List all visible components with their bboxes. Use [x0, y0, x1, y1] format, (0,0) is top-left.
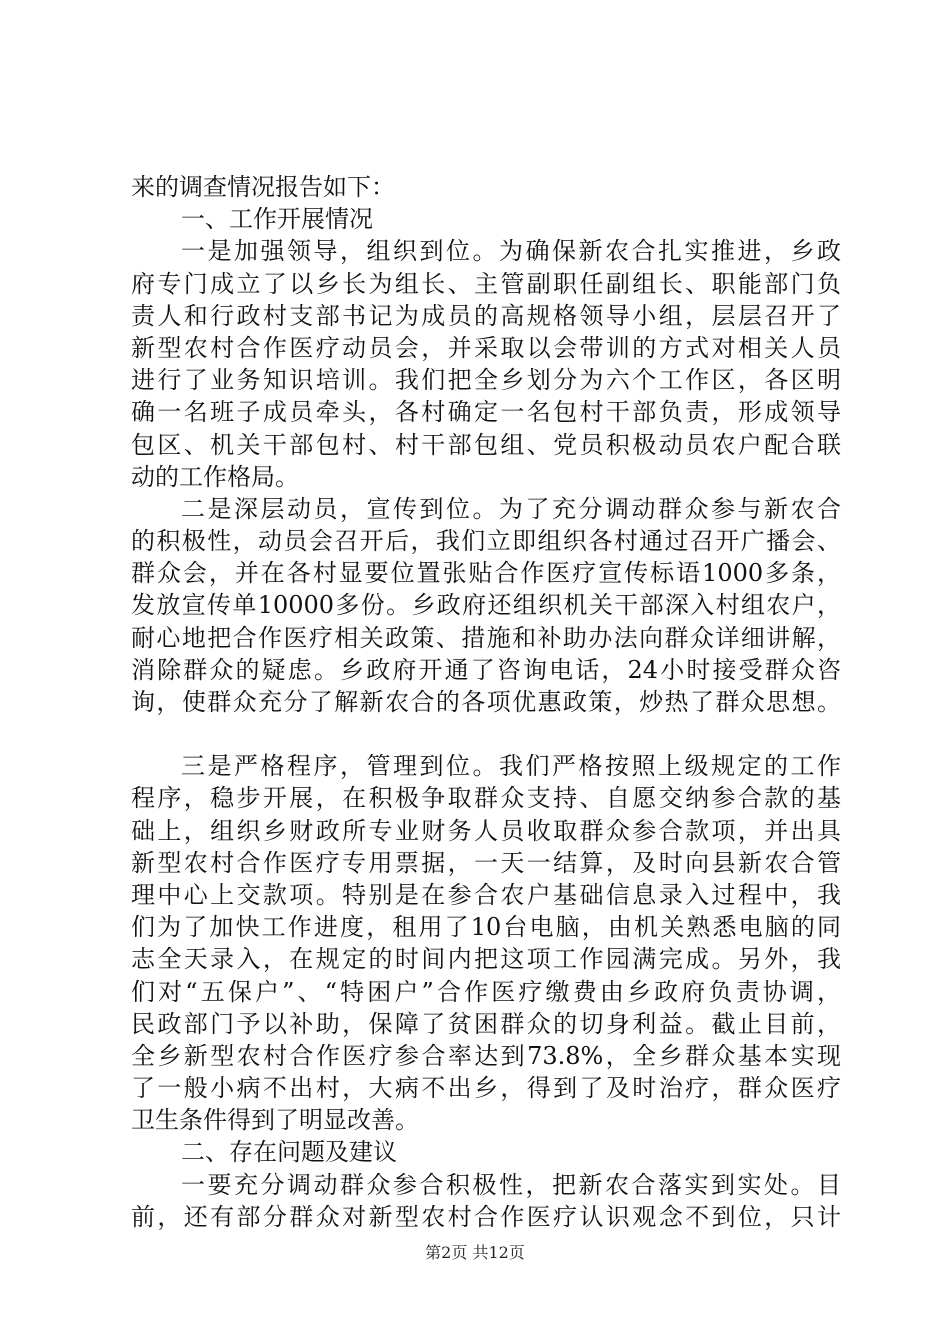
- text-line: 们为了加快工作进度，租用了10台电脑，由机关熟悉电脑的同: [131, 913, 841, 942]
- text-line: 发放宣传单10000多份。乡政府还组织机关干部深入村组农户，: [131, 591, 841, 620]
- section-heading: 一、工作开展情况: [181, 205, 373, 234]
- text-line: 卫生条件得到了明显改善。: [131, 1106, 419, 1135]
- text-line: 动的工作格局。: [131, 462, 299, 491]
- text-line: 程序，稳步开展，在积极争取群众支持、自愿交纳参合款的基: [131, 784, 841, 813]
- text-line: 府专门成立了以乡长为组长、主管副职任副组长、职能部门负: [131, 269, 841, 298]
- text-line: 责人和行政村支部书记为成员的高规格领导小组，层层召开了: [131, 301, 841, 330]
- text-line: 包区、机关干部包村、村干部包组、党员积极动员农户配合联: [131, 430, 841, 459]
- text-line: 了一般小病不出村，大病不出乡，得到了及时治疗，群众医疗: [131, 1074, 841, 1103]
- text-line: 们对“五保户”、“特困户”合作医疗缴费由乡政府负责协调，: [131, 977, 841, 1006]
- text-line: 一要充分调动群众参合积极性，把新农合落实到实处。目: [181, 1170, 841, 1199]
- text-line: 新型农村合作医疗动员会，并采取以会带训的方式对相关人员: [131, 333, 841, 362]
- text-line: 确一名班子成员牵头，各村确定一名包村干部负责，形成领导: [131, 398, 841, 427]
- text-line: 耐心地把合作医疗相关政策、措施和补助办法向群众详细讲解，: [131, 623, 841, 652]
- text-line: 二是深层动员，宣传到位。为了充分调动群众参与新农合: [181, 494, 841, 523]
- text-line: 来的调查情况报告如下：: [131, 173, 395, 201]
- paragraph-gap: [131, 718, 841, 750]
- text-line: 础上，组织乡财政所专业财务人员收取群众参合款项，并出具: [131, 816, 841, 845]
- text-line: 理中心上交款项。特别是在参合农户基础信息录入过程中，我: [131, 880, 841, 909]
- text-line: 志全天录入，在规定的时间内把这项工作园满完成。另外，我: [131, 945, 841, 974]
- text-line: 询，使群众充分了解新农合的各项优惠政策，炒热了群众思想。: [131, 688, 841, 716]
- text-line: 消除群众的疑虑。乡政府开通了咨询电话，24小时接受群众咨: [131, 655, 841, 684]
- text-line: 民政部门予以补助，保障了贫困群众的切身利益。截止目前，: [131, 1009, 841, 1038]
- text-line: 的积极性，动员会召开后，我们立即组织各村通过召开广播会、: [131, 527, 841, 556]
- text-line: 新型农村合作医疗专用票据，一天一结算，及时向县新农合管: [131, 848, 841, 877]
- section-heading: 二、存在问题及建议: [181, 1138, 397, 1167]
- text-line: 三是严格程序，管理到位。我们严格按照上级规定的工作: [181, 752, 841, 781]
- text-line: 进行了业务知识培训。我们把全乡划分为六个工作区，各区明: [131, 366, 841, 395]
- text-line: 一是加强领导，组织到位。为确保新农合扎实推进，乡政: [181, 237, 841, 266]
- page-number-footer: 第2页 共12页: [425, 1243, 525, 1262]
- text-line: 全乡新型农村合作医疗参合率达到73.8%，全乡群众基本实现: [131, 1041, 841, 1070]
- text-line: 群众会，并在各村显要位置张贴合作医疗宣传标语1000多条，: [131, 559, 841, 588]
- document-body: [131, 171, 841, 1233]
- text-line: 前，还有部分群众对新型农村合作医疗认识观念不到位，只计: [131, 1202, 841, 1231]
